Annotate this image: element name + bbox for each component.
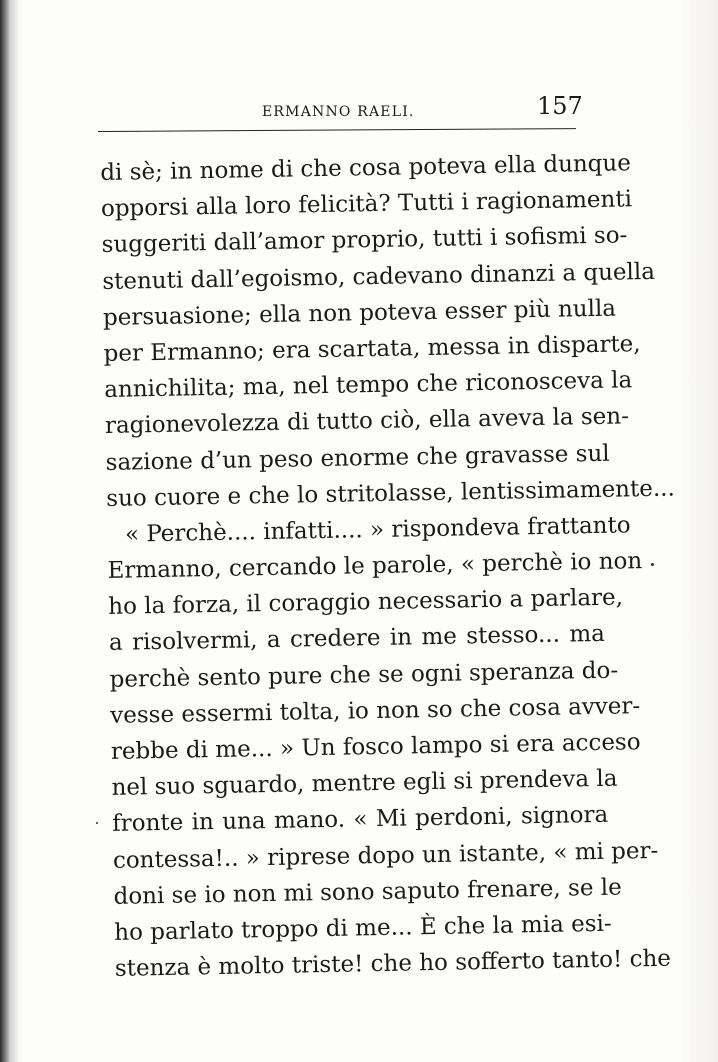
text-line: perchè sento pure che se ogni speranza do- [109, 657, 619, 693]
text-line: per Ermanno; era scartata, messa in disparte, [103, 331, 641, 367]
text-line: doni se io non mi sono saputo frenare, se le [113, 874, 622, 910]
paper-speck [651, 563, 654, 566]
text-line: a risolvermi, a credere in me stesso... ma [108, 621, 606, 657]
text-line: « Perchè.... infatti.... » rispondeva frattanto [124, 512, 631, 548]
text-line: contessa!.. » riprese dopo un istante, « mi per- [112, 837, 659, 874]
header-rule [98, 128, 576, 132]
text-line: sazione d’un peso enorme che gravasse sul [105, 440, 610, 476]
text-line: di sè; in nome di che cosa poteva ella dunque [100, 150, 632, 186]
body-text [100, 146, 676, 987]
text-line: ho parlato troppo di me... È che la mia esi- [114, 910, 612, 946]
text-line: suo cuore e che lo stritolasse, lentissimamente... [106, 475, 676, 512]
text-line: stenza è molto triste! che ho sofferto tanto! che [114, 945, 672, 982]
text-line: persuasione; ella non poteva esser più nulla [102, 295, 617, 331]
text-line: Ermanno, cercando le parole, « perchè io non [107, 548, 643, 584]
text-line: stenuti dall’egoismo, cadevano dinanzi a quella [102, 258, 656, 295]
paper-speck [96, 822, 98, 824]
text-line: annichilita; ma, nel tempo che riconosceva la [104, 367, 633, 404]
text-line: nel suo sguardo, mentre egli si prendeva la [111, 765, 618, 802]
text-line: fronte in una mano. « Mi perdoni, signora [112, 802, 609, 838]
page-right-shadow [678, 0, 718, 1062]
running-title: ERMANNO RAELI. [262, 104, 415, 120]
page-binding-edge [0, 0, 22, 1062]
page-header [100, 88, 583, 128]
text-line: ho la forza, il coraggio necessario a parlare, [108, 584, 624, 621]
text-line: ragionevolezza di tutto ciò, ella aveva la sen- [104, 403, 630, 440]
text-line: suggeriti dall’amor proprio, tutti i sofismi so- [101, 222, 628, 259]
page-number: 157 [537, 92, 583, 120]
text-line: rebbe di me... » Un fosco lampo si era acceso [110, 729, 641, 765]
text-line: vesse essermi tolta, io non so che cosa avver- [110, 693, 641, 729]
text-line: opporsi alla loro felicità? Tutti i ragionamenti [100, 186, 633, 223]
